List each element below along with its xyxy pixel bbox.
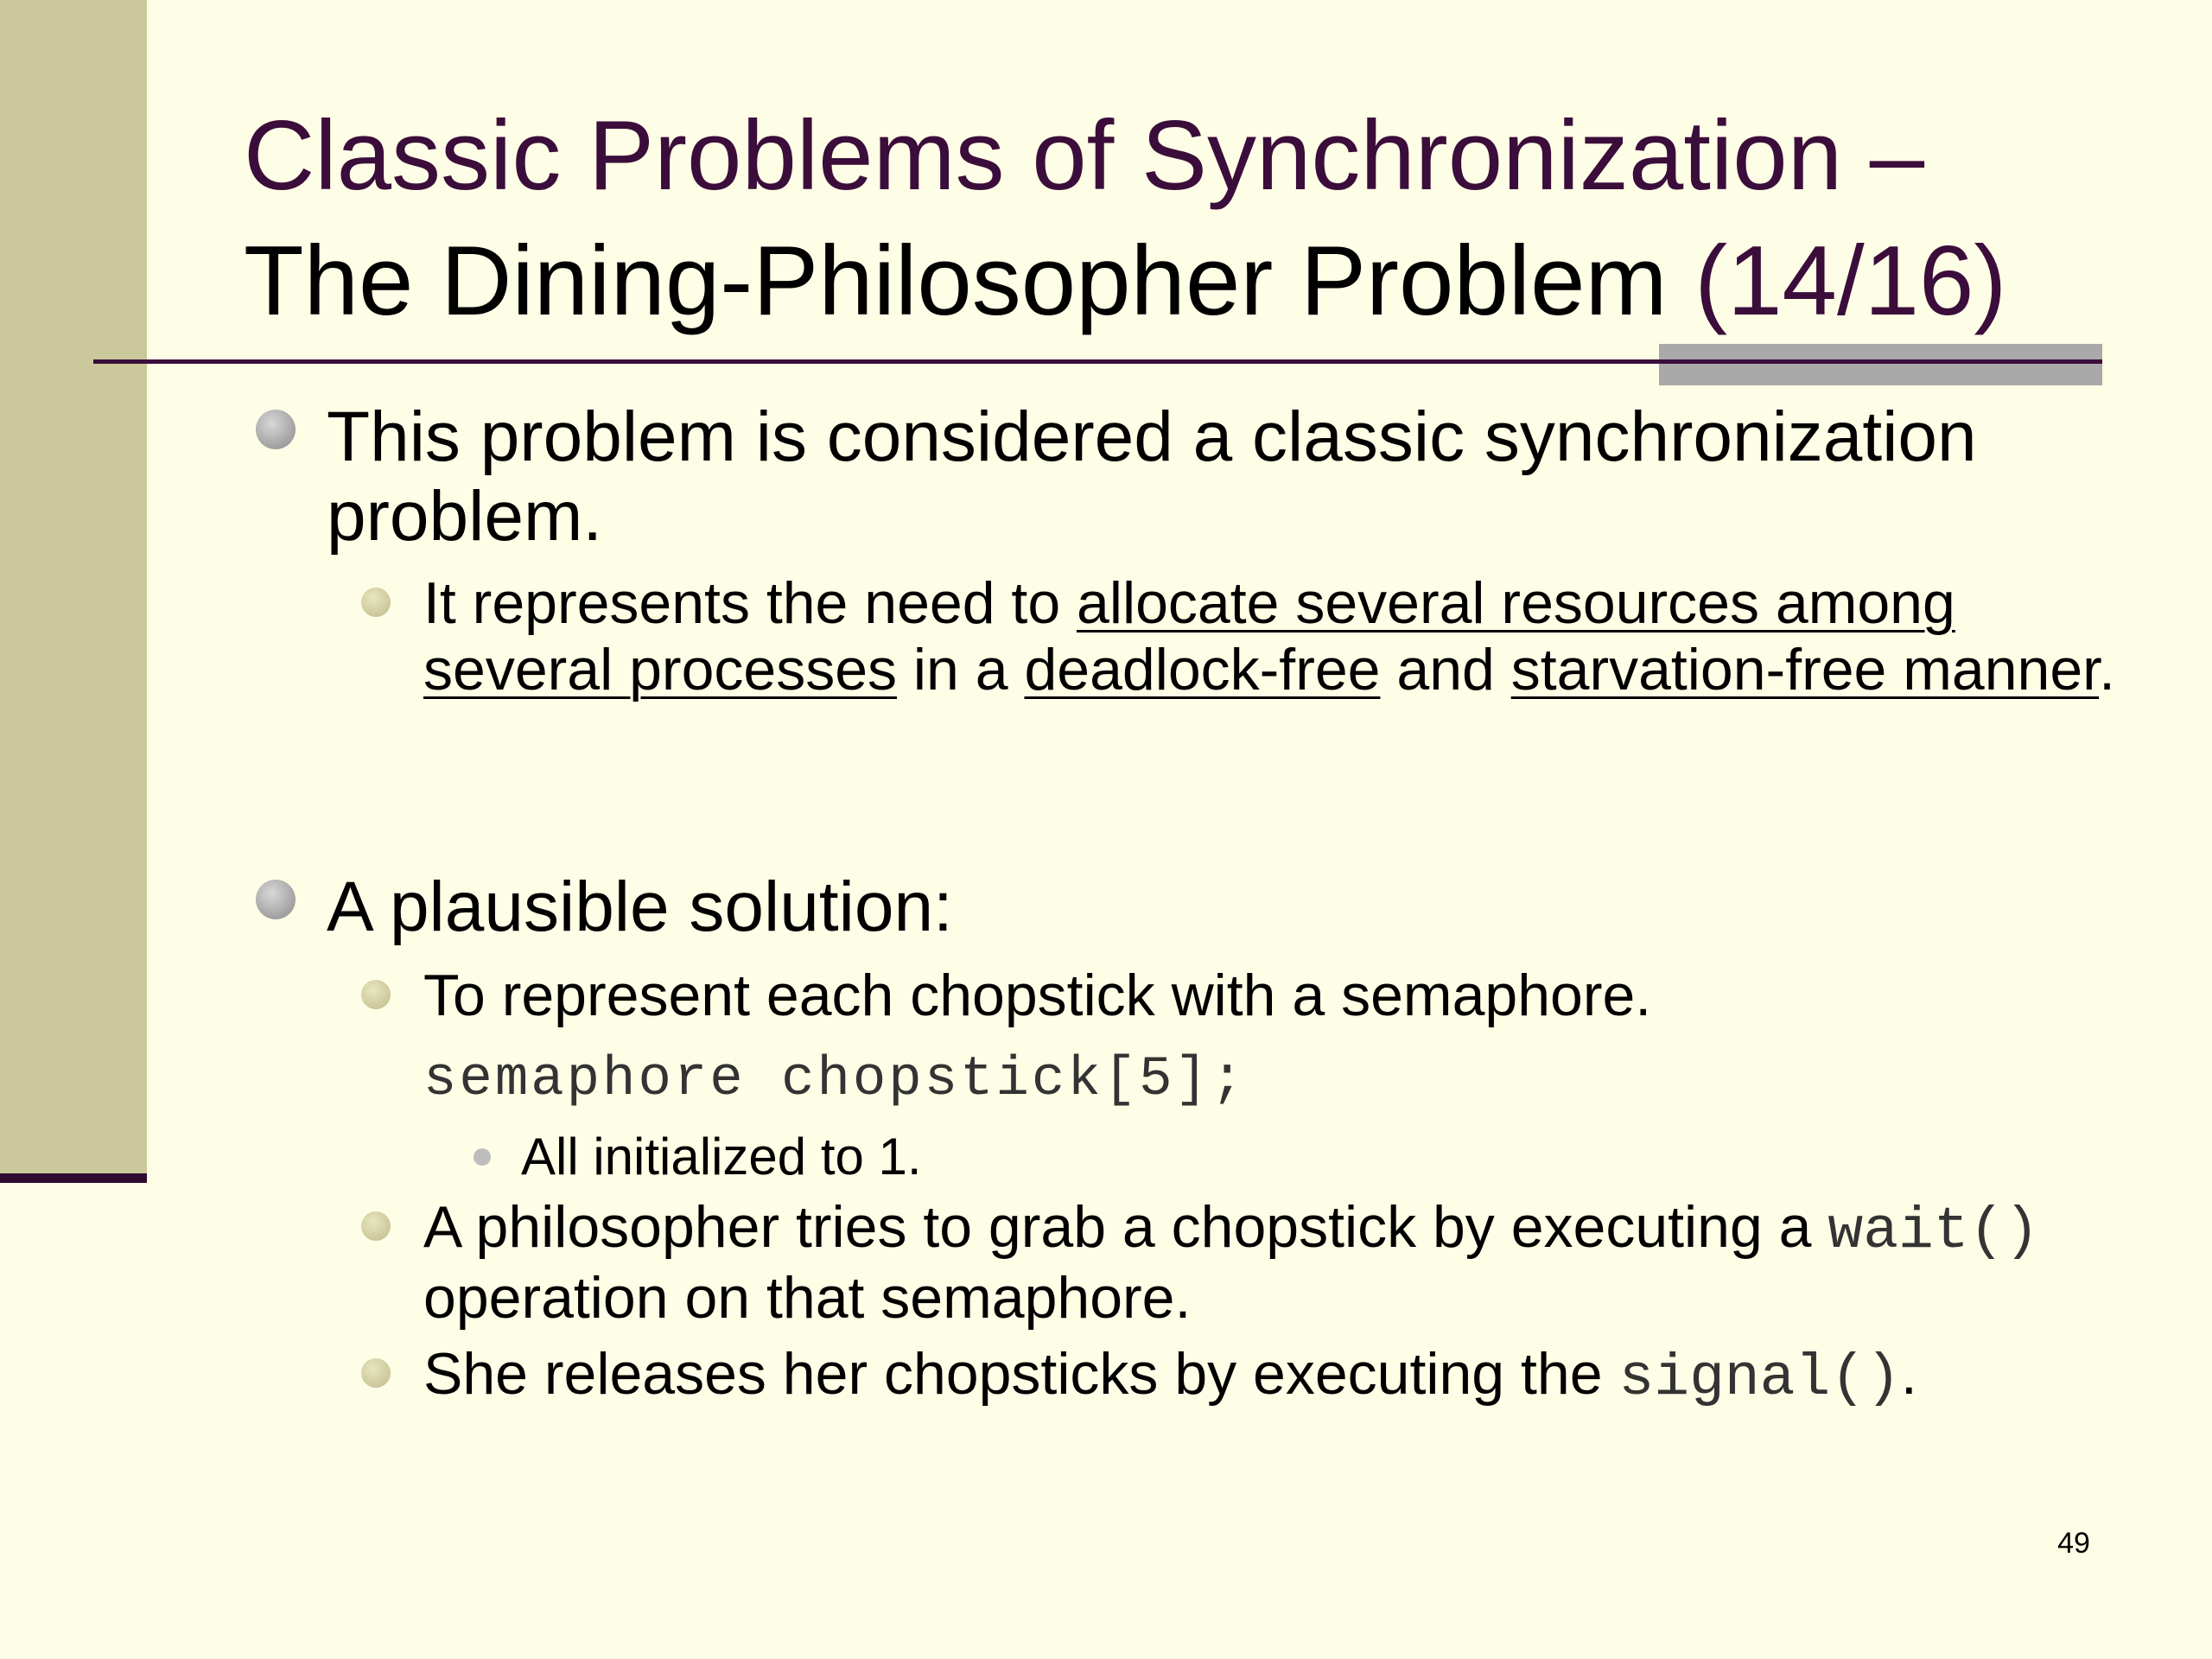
sub-sub-bullet-icon [474, 1148, 491, 1166]
bullet-1-sub-text [423, 570, 2134, 703]
title-line-2 [244, 219, 2179, 344]
sub-text-mid: and [1380, 637, 1511, 702]
sub-text-suffix: . [2099, 637, 2115, 702]
left-sidebar-band [0, 0, 147, 1173]
bullet-2-sub-2 [423, 1194, 2134, 1332]
sub-text-prefix: It represents the need to [423, 570, 1077, 636]
bullet-2-sub-1-child: All initialized to 1. [521, 1128, 922, 1185]
slide-title [244, 93, 2179, 344]
underlined-phrase: allocate several resources among several processes [423, 570, 1955, 702]
sub-text-mid: in a [897, 637, 1025, 702]
underlined-phrase: starvation-free manner [1510, 637, 2100, 702]
sub-bullet-icon [361, 588, 391, 617]
title-line-2-main: The Dining-Philosopher Problem [244, 226, 1668, 336]
sub-2-text: A philosopher tries to grab a chopstick by executing a [423, 1194, 1828, 1260]
bullet-2-sub-1: To represent each chopstick with a semaphore. [423, 963, 1652, 1028]
code-snippet: semaphore chopstick[5]; [423, 1049, 1247, 1111]
bullet-2-text: A plausible solution: [327, 868, 953, 946]
sub-bullet-icon [361, 1211, 391, 1241]
sub-3-tail: . [1900, 1341, 1917, 1407]
bullet-1-text: This problem is considered a classic synchronization problem. [327, 397, 1977, 556]
title-divider-accent-line [1659, 359, 2102, 364]
title-accent-bar [1659, 344, 2102, 385]
bullet-icon [256, 880, 296, 919]
title-line-1: Classic Problems of Synchronization – [244, 101, 1925, 211]
bullet-2-sub-3 [423, 1341, 2134, 1412]
title-slide-count: (14/16) [1694, 226, 2007, 336]
bullet-icon [256, 410, 296, 449]
left-sidebar-rule [0, 1173, 147, 1183]
sub-bullet-icon [361, 1358, 391, 1388]
sub-2-tail: operation on that semaphore. [423, 1265, 1192, 1331]
sub-3-text: She releases her chopsticks by executing the [423, 1341, 1619, 1407]
code-inline-wait: wait() [1827, 1198, 2040, 1265]
sub-bullet-icon [361, 980, 391, 1009]
code-inline-signal: signal() [1618, 1345, 1901, 1412]
underlined-phrase: deadlock-free [1024, 637, 1381, 702]
page-number: 49 [2057, 1527, 2090, 1560]
